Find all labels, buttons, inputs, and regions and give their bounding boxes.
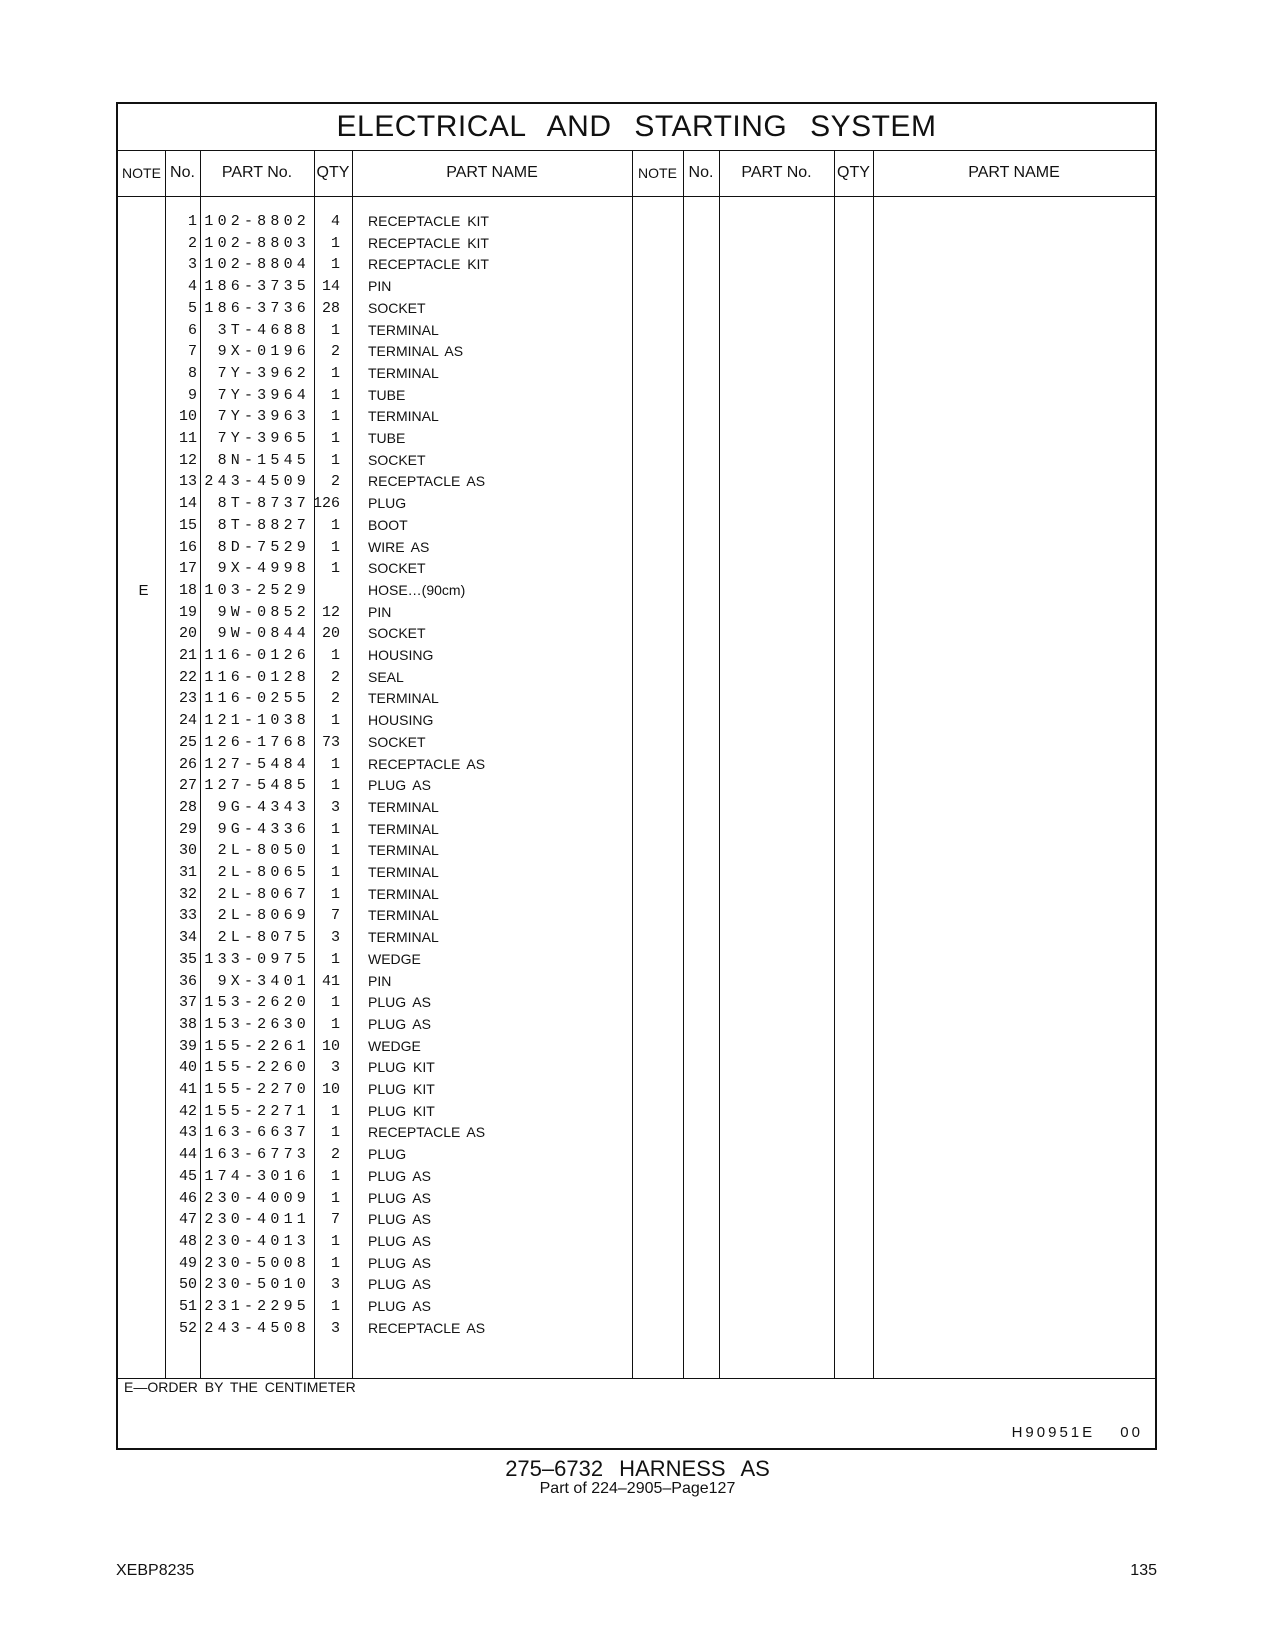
quantity-cell: 1 [330,712,340,730]
harness-caption: 275–6732 HARNESS AS [505,1456,770,1481]
part-name-cell: TERMINAL [368,798,439,815]
item-number-cell: 10 [178,408,197,426]
item-number-cell: 15 [178,516,197,534]
part-name-cell: RECEPTACLE KIT [368,256,489,273]
table-row [118,862,1155,884]
part-name-cell: TERMINAL [368,364,439,381]
quantity-cell: 1 [330,256,340,274]
table-row [118,732,1155,754]
item-number-cell: 25 [178,733,197,751]
item-number-cell: 4 [187,278,197,296]
part-name-cell: PLUG KIT [368,1059,435,1076]
quantity-cell: 1 [330,1189,340,1207]
part-name-cell: PIN [368,278,392,295]
page-number: 135 [1130,1562,1157,1579]
table-row [118,580,1155,602]
item-number-cell: 26 [178,755,197,773]
table-row [118,341,1155,363]
quantity-cell: 1 [330,777,340,795]
part-name-cell: TUBE [368,386,406,403]
item-number-cell: 23 [178,690,197,708]
item-number-cell: 12 [178,451,197,469]
header-qty-left: QTY [316,164,350,181]
table-row [118,819,1155,841]
item-number-cell: 34 [178,929,197,947]
part-name-cell: PLUG KIT [368,1102,435,1119]
quantity-cell: 28 [321,299,340,317]
part-name-cell: RECEPTACLE KIT [368,213,489,229]
part-name-cell: RECEPTACLE AS [368,1319,486,1336]
quantity-cell: 1 [330,1167,340,1185]
quantity-cell: 1 [330,885,340,903]
item-number-cell: 19 [178,603,197,621]
part-name-cell: HOUSING [368,647,434,663]
item-number-cell: 30 [178,842,197,860]
item-number-cell: 47 [178,1211,197,1229]
part-number-cell: 116-0255 [204,690,310,708]
item-number-cell: 5 [187,299,197,317]
item-number-cell: 17 [178,560,197,578]
item-number-cell: 27 [178,777,197,795]
item-number-cell: 37 [178,994,197,1012]
table-row [118,1101,1155,1123]
item-number-cell: 14 [178,495,197,513]
quantity-cell: 1 [330,1298,340,1315]
part-number-cell: 230-4011 [204,1211,310,1229]
part-number-cell: 9W-0852 [217,603,310,621]
quantity-cell: 1 [330,820,340,838]
table-row [118,537,1155,559]
item-number-cell: 6 [187,321,197,339]
part-name-cell: TERMINAL [368,907,439,924]
table-row [118,797,1155,819]
table-row [118,1036,1155,1058]
part-number-cell: 102-8803 [204,234,310,252]
table-row [118,1296,1155,1318]
part-number-cell: 243-4509 [204,473,310,491]
quantity-cell: 1 [330,1102,340,1120]
item-number-cell: 41 [178,1081,197,1098]
item-number-cell: 13 [178,473,197,491]
header-part-name-left: PART NAME [446,164,538,181]
item-number-cell: 21 [178,647,197,664]
part-name-cell: TERMINAL [368,408,439,425]
header-note-right: NOTE [638,165,677,181]
item-number-cell: 31 [178,864,197,881]
item-number-cell: 36 [178,972,197,990]
item-number-cell: 24 [178,712,197,730]
part-name-cell: PLUG AS [368,1298,431,1314]
table-row [118,385,1155,407]
part-number-cell: 7Y-3964 [217,386,310,404]
table-row [118,471,1155,493]
item-number-cell: 9 [187,386,197,404]
table-row [118,992,1155,1014]
part-number-cell: 153-2620 [204,994,310,1012]
item-number-cell: 28 [178,798,197,816]
table-row [118,602,1155,624]
item-number-cell: 16 [178,538,197,556]
part-number-cell: 8T-8737 [217,495,310,513]
part-number-cell: 103-2529 [204,581,310,599]
quantity-cell: 2 [330,343,340,361]
quantity-cell: 73 [321,733,340,751]
part-name-cell: RECEPTACLE AS [368,473,486,490]
part-number-cell: 102-8802 [204,213,310,230]
part-name-cell: PLUG AS [368,994,431,1011]
table-row [118,1014,1155,1036]
quantity-cell: 2 [330,690,340,708]
quantity-cell: 3 [330,1276,340,1294]
table-row [118,623,1155,645]
quantity-cell: 1 [330,994,340,1012]
item-number-cell: 3 [187,256,197,274]
item-number-cell: 33 [178,907,197,925]
item-number-cell: 50 [178,1276,197,1294]
item-number-cell: 45 [178,1167,197,1185]
quantity-cell: 1 [330,950,340,968]
table-row [118,298,1155,320]
quantity-cell: 3 [330,929,340,947]
quantity-cell: 7 [330,1211,340,1229]
part-name-cell: PLUG AS [368,1232,431,1249]
item-number-cell: 46 [178,1189,197,1207]
part-number-cell: 8N-1545 [217,451,310,469]
note-cell: E [138,581,149,599]
part-name-cell: TERMINAL AS [368,343,464,360]
part-number-cell: 230-4013 [204,1232,310,1250]
quantity-cell: 1 [330,1124,340,1142]
part-number-cell: 243-4508 [204,1319,310,1337]
quantity-cell: 3 [330,1059,340,1077]
table-row [118,1318,1155,1340]
item-number-cell: 18 [178,581,197,599]
quantity-cell: 1 [330,408,340,426]
part-name-cell: TERMINAL [368,885,439,902]
item-number-cell: 51 [178,1298,197,1315]
table-row [118,645,1155,667]
item-number-cell: 7 [187,343,197,361]
quantity-cell: 2 [330,1146,340,1164]
table-row [118,1231,1155,1253]
part-number-cell: 7Y-3962 [217,364,310,382]
part-number-cell: 121-1038 [204,712,310,730]
part-name-cell: PLUG AS [368,777,431,794]
table-row [118,515,1155,537]
table-row [118,406,1155,428]
part-number-cell: 231-2295 [204,1298,310,1315]
quantity-cell: 14 [321,278,340,296]
part-number-cell: 9G-4336 [217,820,310,838]
part-name-cell: SOCKET [368,733,426,750]
part-name-cell: RECEPTACLE AS [368,1124,486,1141]
table-row [118,775,1155,797]
quantity-cell: 41 [321,972,340,990]
quantity-cell: 1 [330,755,340,773]
quantity-cell: 1 [330,842,340,860]
part-number-cell: 155-2260 [204,1059,310,1077]
part-number-cell: 9G-4343 [217,798,310,816]
part-name-cell: WEDGE [368,950,421,967]
item-number-cell: 32 [178,885,197,903]
item-number-cell: 8 [187,364,197,382]
item-number-cell: 39 [178,1037,197,1055]
table-row [118,1122,1155,1144]
table-row [118,233,1155,255]
part-name-cell: PLUG [368,495,407,512]
part-number-cell: 186-3735 [204,278,310,296]
part-name-cell: HOUSING [368,712,434,729]
part-name-cell: SOCKET [368,299,426,316]
part-name-cell: SEAL [368,668,404,685]
part-number-cell: 116-0128 [204,668,310,686]
part-number-cell: 9W-0844 [217,625,310,643]
part-number-cell: 155-2261 [204,1037,310,1055]
quantity-cell: 4 [330,213,340,230]
part-number-cell: 155-2270 [204,1081,310,1098]
item-number-cell: 52 [178,1319,197,1337]
part-name-cell: WIRE AS [368,538,430,555]
header-divider [118,196,1155,197]
quantity-cell: 1 [330,364,340,382]
quantity-cell: 1 [330,1232,340,1250]
table-row [118,1079,1155,1101]
part-name-cell: SOCKET [368,625,426,642]
header-qty-right: QTY [837,164,870,181]
publication-code: XEBP8235 [116,1562,195,1579]
part-name-cell: TUBE [368,430,406,446]
quantity-cell: 3 [330,798,340,816]
header-part-no-left: PART No. [221,164,293,181]
item-number-cell: 49 [178,1254,197,1272]
document-id: H90951E 00 [1011,1424,1143,1441]
part-name-cell: PIN [368,972,392,989]
item-number-cell: 44 [178,1146,197,1164]
parts-table-frame [116,102,1157,1450]
quantity-cell: 126 [312,495,340,513]
part-number-cell: 8T-8827 [217,516,310,534]
quantity-cell: 12 [321,603,340,621]
part-number-cell: 127-5484 [204,755,310,773]
part-number-cell: 186-3736 [204,299,310,317]
part-number-cell: 230-5008 [204,1254,310,1272]
table-row [118,1253,1155,1275]
quantity-cell: 1 [330,560,340,578]
item-number-cell: 22 [178,668,197,686]
quantity-cell: 1 [330,538,340,556]
quantity-cell: 10 [321,1081,340,1098]
part-number-cell: 127-5485 [204,777,310,795]
part-name-cell: PLUG AS [368,1254,431,1271]
part-name-cell: SOCKET [368,560,426,577]
part-number-cell: 230-4009 [204,1189,310,1207]
quantity-cell: 7 [330,907,340,925]
part-number-cell: 2L-8065 [217,864,310,881]
part-name-cell: PIN [368,603,392,620]
part-name-cell: TERMINAL [368,820,439,837]
table-row [118,211,1155,233]
quantity-cell: 20 [321,625,340,643]
quantity-cell: 1 [330,647,340,664]
section-title: ELECTRICAL AND STARTING SYSTEM [118,104,1155,151]
table-row [118,1166,1155,1188]
table-row [118,688,1155,710]
table-row [118,1274,1155,1296]
part-number-cell: 230-5010 [204,1276,310,1294]
part-number-cell: 155-2271 [204,1102,310,1120]
table-row [118,558,1155,580]
part-number-cell: 3T-4688 [217,321,310,339]
part-number-cell: 102-8804 [204,256,310,274]
part-name-cell: PLUG KIT [368,1081,435,1097]
table-row [118,450,1155,472]
part-number-cell: 116-0126 [204,647,310,664]
table-row [118,1209,1155,1231]
quantity-cell: 1 [330,1015,340,1033]
quantity-cell: 1 [330,321,340,339]
part-name-cell: PLUG AS [368,1167,431,1184]
part-number-cell: 2L-8067 [217,885,310,903]
part-name-cell: SOCKET [368,451,426,468]
part-number-cell: 9X-3401 [217,972,310,990]
item-number-cell: 42 [178,1102,197,1120]
table-row [118,754,1155,776]
item-number-cell: 48 [178,1232,197,1250]
part-name-cell: WEDGE [368,1037,421,1054]
item-number-cell: 11 [178,430,197,447]
part-name-cell: BOOT [368,516,408,533]
part-number-cell: 9X-4998 [217,560,310,578]
item-number-cell: 38 [178,1015,197,1033]
table-row [118,840,1155,862]
table-row [118,667,1155,689]
quantity-cell: 1 [330,386,340,404]
part-number-cell: 163-6773 [204,1146,310,1164]
quantity-cell: 2 [330,668,340,686]
footnote: E—ORDER BY THE CENTIMETER [124,1379,356,1395]
item-number-cell: 20 [178,625,197,643]
part-name-cell: TERMINAL [368,690,439,707]
table-row [118,971,1155,993]
part-name-cell: HOSE…(90cm) [368,581,466,598]
item-number-cell: 29 [178,820,197,838]
part-name-cell: TERMINAL [368,864,439,880]
part-name-cell: TERMINAL [368,842,439,859]
table-row [118,1057,1155,1079]
part-name-cell: PLUG AS [368,1015,431,1032]
part-name-cell: PLUG AS [368,1276,431,1293]
table-row [118,884,1155,906]
harness-subcaption: Part of 224–2905–Page127 [539,1480,736,1497]
quantity-cell: 2 [330,473,340,491]
table-row [118,949,1155,971]
quantity-cell: 3 [330,1319,340,1337]
part-name-cell: PLUG AS [368,1189,431,1206]
part-number-cell: 8D-7529 [217,538,310,556]
quantity-cell: 1 [330,1254,340,1272]
table-row [118,927,1155,949]
part-name-cell: RECEPTACLE AS [368,755,486,772]
part-number-cell: 2L-8069 [217,907,310,925]
table-row [118,1188,1155,1210]
header-note-left: NOTE [122,165,161,181]
header-part-name-right: PART NAME [968,164,1060,181]
item-number-cell: 43 [178,1124,197,1142]
part-number-cell: 153-2630 [204,1015,310,1033]
table-row [118,905,1155,927]
header-part-no-right: PART No. [741,164,812,181]
part-name-cell: PLUG AS [368,1211,431,1228]
table-row [118,428,1155,450]
item-number-cell: 1 [187,213,197,230]
part-number-cell: 2L-8075 [217,929,310,947]
table-row [118,1144,1155,1166]
quantity-cell: 1 [330,234,340,252]
header-no-left: No. [170,164,195,181]
table-row [118,254,1155,276]
part-number-cell: 7Y-3963 [217,408,310,426]
part-name-cell: PLUG [368,1146,407,1163]
quantity-cell: 1 [330,516,340,534]
table-row [118,363,1155,385]
part-number-cell: 133-0975 [204,950,310,968]
part-number-cell: 174-3016 [204,1167,310,1185]
part-number-cell: 126-1768 [204,733,310,751]
part-name-cell: RECEPTACLE KIT [368,234,489,251]
table-row [118,276,1155,298]
part-name-cell: TERMINAL [368,929,439,946]
quantity-cell: 10 [321,1037,340,1055]
quantity-cell: 1 [330,451,340,469]
item-number-cell: 40 [178,1059,197,1077]
quantity-cell: 1 [330,864,340,881]
item-number-cell: 35 [178,950,197,968]
table-row [118,710,1155,732]
part-number-cell: 2L-8050 [217,842,310,860]
table-row [118,320,1155,342]
item-number-cell: 2 [187,234,197,252]
part-name-cell: TERMINAL [368,321,439,338]
part-number-cell: 163-6637 [204,1124,310,1142]
header-no-right: No. [688,164,714,181]
table-row [118,493,1155,515]
quantity-cell: 1 [330,430,340,447]
part-number-cell: 9X-0196 [217,343,310,361]
part-number-cell: 7Y-3965 [217,430,310,447]
